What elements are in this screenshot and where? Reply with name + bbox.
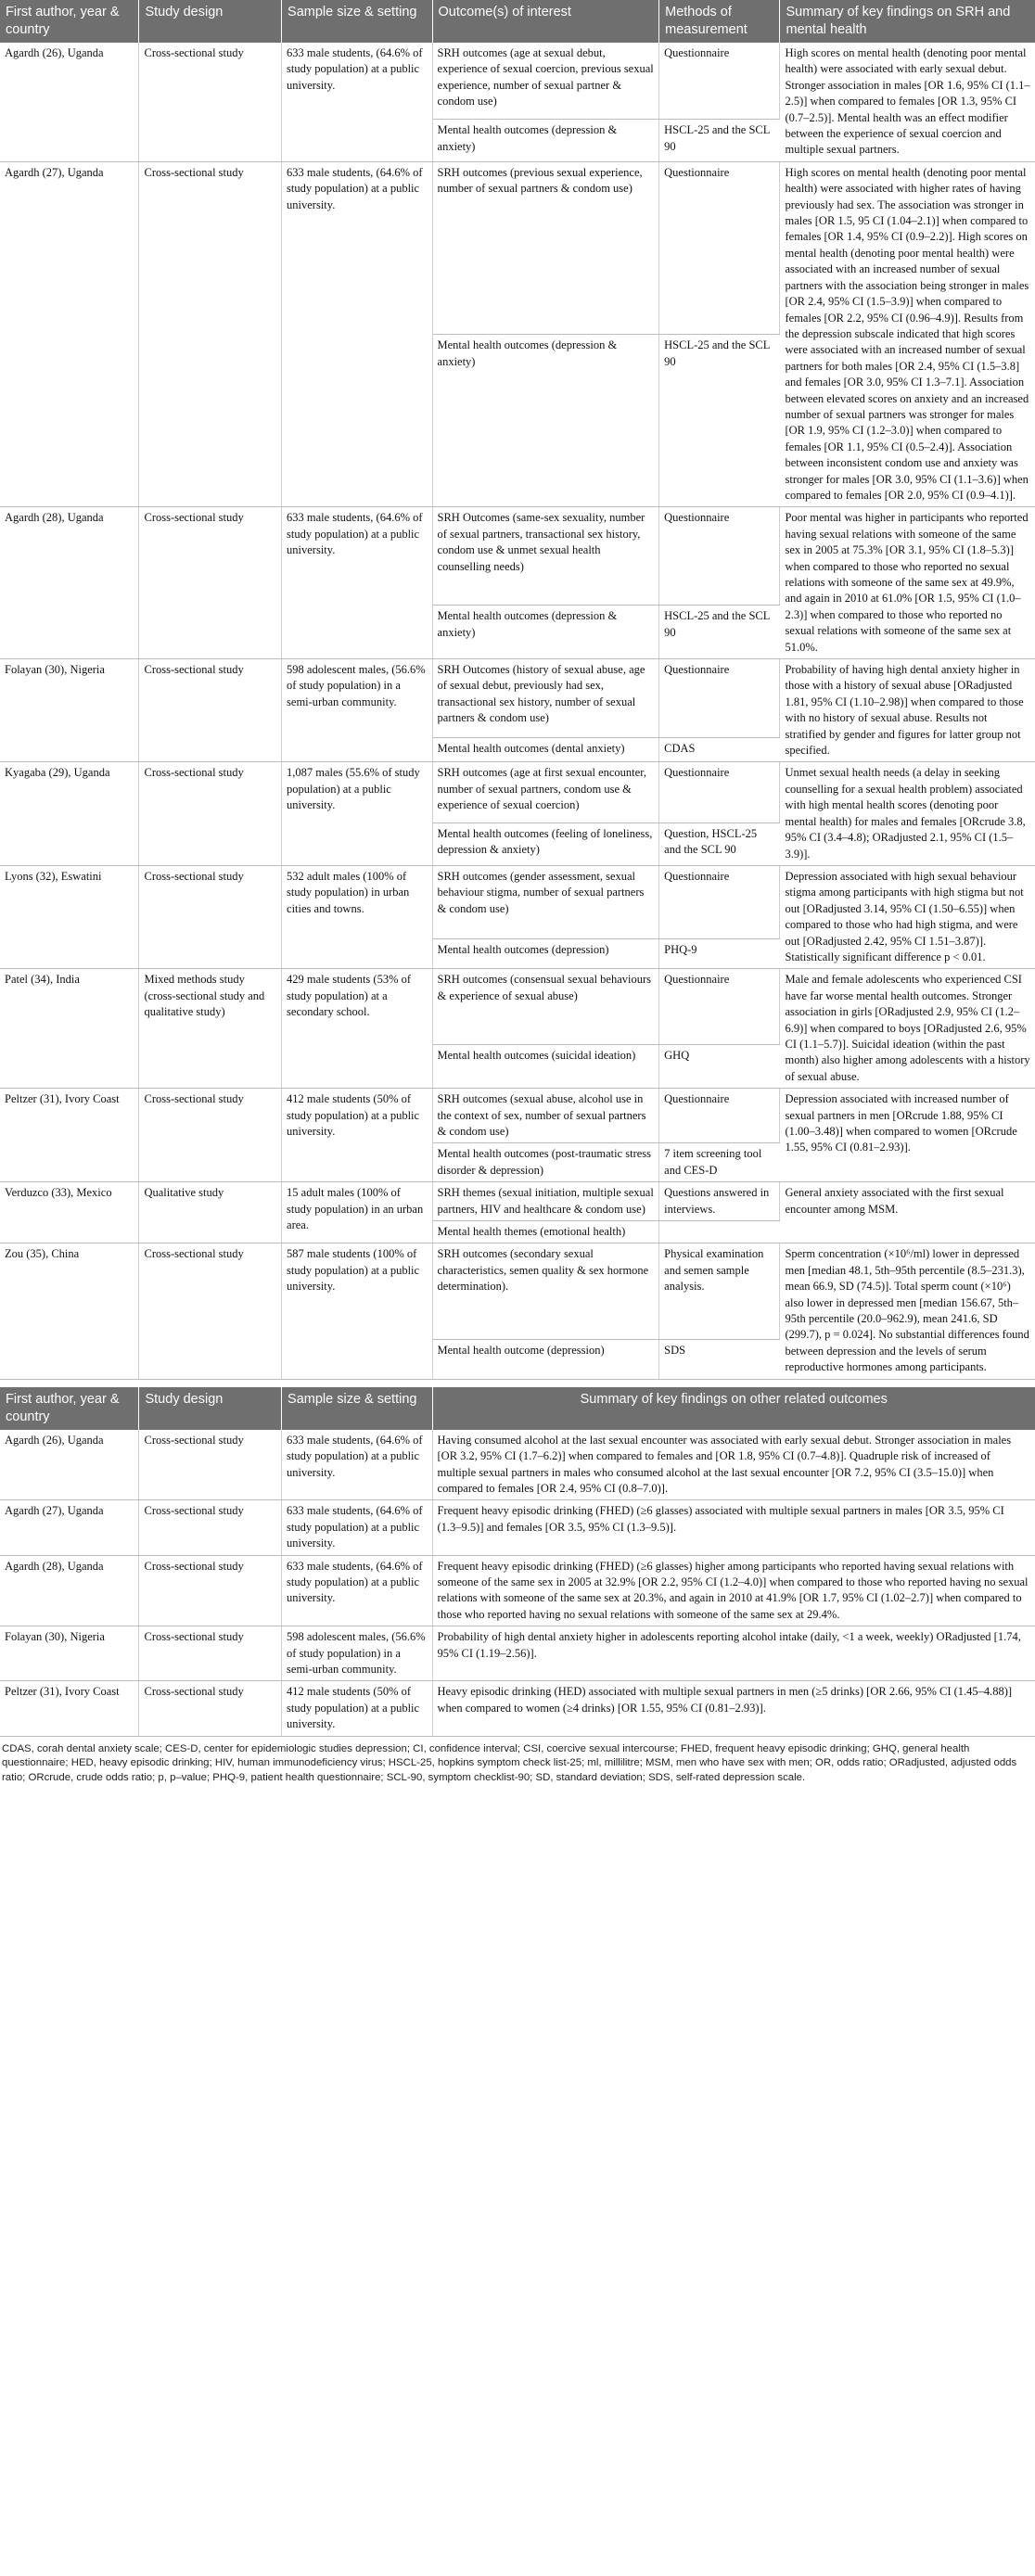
outcome-of-interest: Mental health outcomes (depression & anxiety) bbox=[432, 606, 659, 659]
other-findings: Heavy episodic drinking (HED) associated with multiple sexual partners in men (≥5 drinks) [OR 2.66, 95% CI (1.45–4.88)] when compared to women (≥4 drinks) [OR 1.55, 95% CI (0.81–2.93)]. bbox=[432, 1681, 1035, 1736]
study-design: Cross-sectional study bbox=[139, 1430, 282, 1500]
table-row bbox=[0, 1555, 1035, 1626]
measurement-method: Questionnaire bbox=[659, 1089, 780, 1143]
table-row bbox=[0, 1626, 1035, 1681]
measurement-method: Questionnaire bbox=[659, 507, 780, 606]
sample-setting: 633 male students, (64.6% of study population) at a public university. bbox=[282, 1500, 432, 1555]
outcome-of-interest: SRH themes (sexual initiation, multiple sexual partners, HIV and healthcare & condom use) bbox=[432, 1182, 659, 1221]
key-findings: Depression associated with increased number of sexual partners in men [ORcrude 1.88, 95% CI (1.00–3.48)] when compared to women [ORcrude 1.55, 95% CI (0.81–2.93)]. bbox=[780, 1089, 1035, 1182]
abbreviations-footnote: CDAS, corah dental anxiety scale; CES-D, center for epidemiologic studies depression; CI, confidence interval; CSI, coercive sexual intercourse; FHED, frequent heavy episodic drinking; GHQ, general health questionnaire; HED, heavy episodic drinking; HIV, human immunodeficiency virus; HSCL-25, hopkins symptom check list-25; ml, millilitre; MSM, men who have sex with men; OR, odds ratio; ORadjusted, adjusted odds ratio; ORcrude, crude odds ratio; p, p–value; PHQ-9, patient health questionnaire; SCL-90, symptom checklist-90; SD, standard deviation; SDS, self-rated depression scale. bbox=[2, 1742, 1017, 1783]
other-findings: Having consumed alcohol at the last sexual encounter was associated with early sexual debut. Stronger association in males [OR 3.2, 95% CI (1.7–6.2)] when compared to females and [OR 1.8, 95% CI (0.7–4.8)]. Quadruple risk of increased of multiple sexual partners in males who consumed alcohol at the last sexual encounter [OR 7.2, 95% CI (3.5–15.0)] when compared to females [OR 2.4, 95% CI (0.8–7.0)]. bbox=[432, 1430, 1035, 1500]
outcome-of-interest: SRH Outcomes (history of sexual abuse, age of sexual debut, previously had sex, transactional sex history, number of sexual partners & condom use) bbox=[432, 659, 659, 738]
measurement-method: Questionnaire bbox=[659, 865, 780, 938]
table-row bbox=[0, 43, 1035, 120]
study-author: Lyons (32), Eswatini bbox=[0, 865, 139, 968]
studies-table-body bbox=[0, 43, 1035, 1379]
outcome-of-interest: Mental health outcomes (depression & anxiety) bbox=[432, 335, 659, 507]
key-findings: Unmet sexual health needs (a delay in seeking counselling for a sexual health problem) associated with high mental health scores (denoting poor mental health) for males and females [ORcrude 3.8, 95% CI (3.4–4.8); ORadjusted 2.1, 95% CI (1.5–3.9)]. bbox=[780, 762, 1035, 865]
outcome-of-interest: SRH Outcomes (same-sex sexuality, number of sexual partners, transactional sex history, condom use & unmet sexual health counselling needs) bbox=[432, 507, 659, 606]
outcome-of-interest: Mental health themes (emotional health) bbox=[432, 1221, 659, 1243]
study-design: Cross-sectional study bbox=[139, 1555, 282, 1626]
outcome-of-interest: SRH outcomes (age at first sexual encounter, number of sexual partners, condom use & experience of sexual coercion) bbox=[432, 762, 659, 823]
study-design: Cross-sectional study bbox=[139, 1089, 282, 1182]
key-findings: Male and female adolescents who experienced CSI have far worse mental health outcomes. Stronger association in girls [ORadjusted 2.9, 95% CI (1.2–6.9)] when compared to boys [ORadjusted 2.6, 95% CI (1.1–5.7)]. Suicidal ideation (within the past month) also higher among adolescents with a history of sexual abuse. bbox=[780, 969, 1035, 1089]
sample-setting: 532 adult males (100% of study population) in urban cities and towns. bbox=[282, 865, 432, 968]
study-author: Zou (35), China bbox=[0, 1243, 139, 1379]
outcome-of-interest: Mental health outcomes (depression & anxiety) bbox=[432, 120, 659, 162]
table-row bbox=[0, 865, 1035, 938]
outcome-of-interest: Mental health outcomes (feeling of loneliness, depression & anxiety) bbox=[432, 823, 659, 865]
col-header-design: Study design bbox=[139, 0, 282, 43]
col-header-outcomes: Outcome(s) of interest bbox=[432, 0, 659, 43]
study-design: Cross-sectional study bbox=[139, 659, 282, 762]
study-author: Patel (34), India bbox=[0, 969, 139, 1089]
col-header-sample: Sample size & setting bbox=[282, 1387, 432, 1430]
table-row bbox=[0, 1089, 1035, 1143]
measurement-method: Questionnaire bbox=[659, 659, 780, 738]
outcome-of-interest: SRH outcomes (gender assessment, sexual behaviour stigma, number of sexual partners & condom use) bbox=[432, 865, 659, 938]
col-header-other-summary: Summary of key findings on other related outcomes bbox=[432, 1387, 1035, 1430]
other-outcomes-table-body bbox=[0, 1430, 1035, 1736]
study-design: Cross-sectional study bbox=[139, 507, 282, 659]
outcome-of-interest: Mental health outcome (depression) bbox=[432, 1340, 659, 1380]
study-author: Peltzer (31), Ivory Coast bbox=[0, 1089, 139, 1182]
measurement-method: CDAS bbox=[659, 737, 780, 762]
measurement-method: SDS bbox=[659, 1340, 780, 1380]
study-design: Mixed methods study (cross-sectional study and qualitative study) bbox=[139, 969, 282, 1089]
table-row bbox=[0, 1500, 1035, 1555]
outcome-of-interest: Mental health outcomes (post-traumatic stress disorder & depression) bbox=[432, 1143, 659, 1182]
measurement-method: Questionnaire bbox=[659, 762, 780, 823]
measurement-method: GHQ bbox=[659, 1044, 780, 1089]
table-header-row bbox=[0, 0, 1035, 43]
study-design: Cross-sectional study bbox=[139, 762, 282, 865]
measurement-method: HSCL-25 and the SCL 90 bbox=[659, 335, 780, 507]
table-row bbox=[0, 762, 1035, 823]
outcome-of-interest: SRH outcomes (sexual abuse, alcohol use in the context of sex, number of sexual partners & condom use) bbox=[432, 1089, 659, 1143]
sample-setting: 633 male students, (64.6% of study population) at a public university. bbox=[282, 1555, 432, 1626]
measurement-method bbox=[659, 1221, 780, 1243]
measurement-method: Questionnaire bbox=[659, 161, 780, 334]
study-author: Agardh (28), Uganda bbox=[0, 507, 139, 659]
table-row bbox=[0, 507, 1035, 606]
study-author: Agardh (26), Uganda bbox=[0, 1430, 139, 1500]
study-design: Cross-sectional study bbox=[139, 43, 282, 161]
sample-setting: 633 male students, (64.6% of study population) at a public university. bbox=[282, 161, 432, 507]
table-row bbox=[0, 1681, 1035, 1736]
outcome-of-interest: SRH outcomes (secondary sexual characteristics, semen quality & sex hormone determination). bbox=[432, 1243, 659, 1340]
study-author: Agardh (27), Uganda bbox=[0, 1500, 139, 1555]
sample-setting: 429 male students (53% of study population) at a secondary school. bbox=[282, 969, 432, 1089]
measurement-method: HSCL-25 and the SCL 90 bbox=[659, 120, 780, 162]
study-design: Cross-sectional study bbox=[139, 1681, 282, 1736]
table-row bbox=[0, 1430, 1035, 1500]
measurement-method: PHQ-9 bbox=[659, 938, 780, 969]
key-findings: Poor mental was higher in participants who reported having sexual relations with someone of the same sex in 2005 at 75.3% [OR 3.1, 95% CI (1.8–5.3)] when compared to those who reported no sexual relations with someone of the same sex at 49.9%, and again in 2010 at 61.0% [OR 1.5, 95% CI (1.0–2.3)] when compared to those who reported no sexual relations with someone of the same sex at 51.0%. bbox=[780, 507, 1035, 659]
col-header-sample: Sample size & setting bbox=[282, 0, 432, 43]
key-findings: High scores on mental health (denoting poor mental health) were associated with early sexual debut. Stronger association in males [OR 1.6, 95% CI (1.1–2.5)] when compared to females [OR 1.3, 95% CI (0.7–2.5)]. Mental health was an effect modifier between the experience of sexual coercion and multiple sexual partners. bbox=[780, 43, 1035, 161]
col-header-design: Study design bbox=[139, 1387, 282, 1430]
study-author: Verduzco (33), Mexico bbox=[0, 1182, 139, 1243]
study-author: Folayan (30), Nigeria bbox=[0, 659, 139, 762]
table-row bbox=[0, 659, 1035, 738]
measurement-method: Physical examination and semen sample analysis. bbox=[659, 1243, 780, 1340]
col-header-author: First author, year & country bbox=[0, 0, 139, 43]
key-findings: Sperm concentration (×10⁶/ml) lower in depressed men [median 48.1, 5th–95th percentile (8.5–231.3), mean 66.9, SD (74.5)]. Total sperm count (×10⁶) also lower in depressed men [median 156.67, 5th–95th percentile (20.0–962.9), mean 241.6, SD (299.7), p = 0.024]. No substantial differences found between depression and the levels of serum reproductive hormones among participants. bbox=[780, 1243, 1035, 1379]
table-row bbox=[0, 161, 1035, 334]
outcome-of-interest: SRH outcomes (age at sexual debut, experience of sexual coercion, previous sexual experience, number of sexual partner & condom use) bbox=[432, 43, 659, 120]
study-author: Kyagaba (29), Uganda bbox=[0, 762, 139, 865]
sample-setting: 412 male students (50% of study population) at a public university. bbox=[282, 1089, 432, 1182]
study-author: Folayan (30), Nigeria bbox=[0, 1626, 139, 1681]
study-design: Cross-sectional study bbox=[139, 161, 282, 507]
measurement-method: Questionnaire bbox=[659, 43, 780, 120]
other-findings: Probability of high dental anxiety higher in adolescents reporting alcohol intake (daily, <1 a week, weekly) ORadjusted [1.74, 95% CI (1.19–2.56)]. bbox=[432, 1626, 1035, 1681]
table-row bbox=[0, 1182, 1035, 1221]
sample-setting: 633 male students, (64.6% of study population) at a public university. bbox=[282, 1430, 432, 1500]
study-design: Cross-sectional study bbox=[139, 1500, 282, 1555]
other-findings: Frequent heavy episodic drinking (FHED) (≥6 glasses) higher among participants who reported having sexual relations with someone of the same sex in 2005 at 32.9% [OR 2.2, 95% CI (1.2–4.0)] when compared to those who reported having no sexual relations with someone of the same sex at 20.3%, and again in 2010 at 41.9% [OR 1.7, 95% CI (1.02–2.7)] when compared to those who reported having no sexual relations with someone of the same sex at 29.4%. bbox=[432, 1555, 1035, 1626]
sample-setting: 15 adult males (100% of study population) in an urban area. bbox=[282, 1182, 432, 1243]
table-row bbox=[0, 969, 1035, 1044]
sample-setting: 633 male students, (64.6% of study population) at a public university. bbox=[282, 43, 432, 161]
outcome-of-interest: Mental health outcomes (depression) bbox=[432, 938, 659, 969]
sample-setting: 412 male students (50% of study population) at a public university. bbox=[282, 1681, 432, 1736]
sample-setting: 633 male students, (64.6% of study population) at a public university. bbox=[282, 507, 432, 659]
sample-setting: 598 adolescent males, (56.6% of study population) in a semi-urban community. bbox=[282, 659, 432, 762]
study-author: Agardh (27), Uganda bbox=[0, 161, 139, 507]
col-header-methods: Methods of measurement bbox=[659, 0, 780, 43]
sample-setting: 598 adolescent males, (56.6% of study population) in a semi-urban community. bbox=[282, 1626, 432, 1681]
measurement-method: HSCL-25 and the SCL 90 bbox=[659, 606, 780, 659]
measurement-method: Questions answered in interviews. bbox=[659, 1182, 780, 1221]
measurement-method: 7 item screening tool and CES-D bbox=[659, 1143, 780, 1182]
study-author: Agardh (26), Uganda bbox=[0, 43, 139, 161]
outcome-of-interest: Mental health outcomes (suicidal ideation) bbox=[432, 1044, 659, 1089]
other-findings: Frequent heavy episodic drinking (FHED) (≥6 glasses) associated with multiple sexual partners in males [OR 3.5, 95% CI (1.3–9.5)] and females [OR 3.5, 95% CI (1.3–9.5)]. bbox=[432, 1500, 1035, 1555]
study-author: Agardh (28), Uganda bbox=[0, 1555, 139, 1626]
study-design: Cross-sectional study bbox=[139, 865, 282, 968]
outcome-of-interest: SRH outcomes (consensual sexual behaviours & experience of sexual abuse) bbox=[432, 969, 659, 1044]
sample-setting: 1,087 males (55.6% of study population) at a public university. bbox=[282, 762, 432, 865]
table-header-row bbox=[0, 1387, 1035, 1430]
table-row bbox=[0, 1243, 1035, 1340]
col-header-summary: Summary of key findings on SRH and mental health bbox=[780, 0, 1035, 43]
measurement-method: Questionnaire bbox=[659, 969, 780, 1044]
outcome-of-interest: Mental health outcomes (dental anxiety) bbox=[432, 737, 659, 762]
study-author: Peltzer (31), Ivory Coast bbox=[0, 1681, 139, 1736]
key-findings: High scores on mental health (denoting poor mental health) were associated with higher rates of having previously had sex. The association was stronger in males [OR 1.5, 95 CI (1.04–2.1)] when compared to females [OR 1.4, 95% CI (0.9–2.2)]. High scores on mental health (denoting poor mental health) were associated with an increased number of sexual partners with the association being stronger in males [OR 2.4, 95% CI (1.5–3.9)] when compared to females [OR 2.2, 95% CI (0.96–4.9)]. Results from the depression subscale indicated that high scores were associated with an increased number of sexual partners for both males [OR 2.4, 95% CI (1.5–3.8] and females [OR 3.0, 95% CI 1.3–7.1]. Association between elevated scores on anxiety and an increased number of sexual partners was stronger for males [OR 1.9, 95% CI (1.2–3.0)] when compared to females [OR 1.1, 95% CI (0.5–2.4)]. Association between inconsistent condom use and anxiety was stronger for males [OR 3.0, 95% CI (1.1–3.6)] when compared to females [OR 2.0, 95% CI (0.9–4.1)]. bbox=[780, 161, 1035, 507]
other-outcomes-table bbox=[0, 1387, 1035, 1737]
study-design: Cross-sectional study bbox=[139, 1626, 282, 1681]
outcome-of-interest: SRH outcomes (previous sexual experience, number of sexual partners & condom use) bbox=[432, 161, 659, 334]
study-design: Qualitative study bbox=[139, 1182, 282, 1243]
key-findings: General anxiety associated with the first sexual encounter among MSM. bbox=[780, 1182, 1035, 1243]
measurement-method: Question, HSCL-25 and the SCL 90 bbox=[659, 823, 780, 865]
col-header-author: First author, year & country bbox=[0, 1387, 139, 1430]
key-findings: Probability of having high dental anxiety higher in those with a history of sexual abuse [ORadjusted 1.81, 95% CI (1.10–2.98)] when compared to those with no history of sexual abuse. Results not stratified by gender and figures for latter group not specified. bbox=[780, 659, 1035, 762]
key-findings: Depression associated with high sexual behaviour stigma among participants with high stigma but not out [ORadjusted 3.14, 95% CI (1.50–6.55)] when compared to those who had high stigma, and were out [ORadjusted 2.42, 95% CI 1.51–3.87)]. Statistically significant difference p < 0.01. bbox=[780, 865, 1035, 968]
study-design: Cross-sectional study bbox=[139, 1243, 282, 1379]
sample-setting: 587 male students (100% of study population) at a public university. bbox=[282, 1243, 432, 1379]
